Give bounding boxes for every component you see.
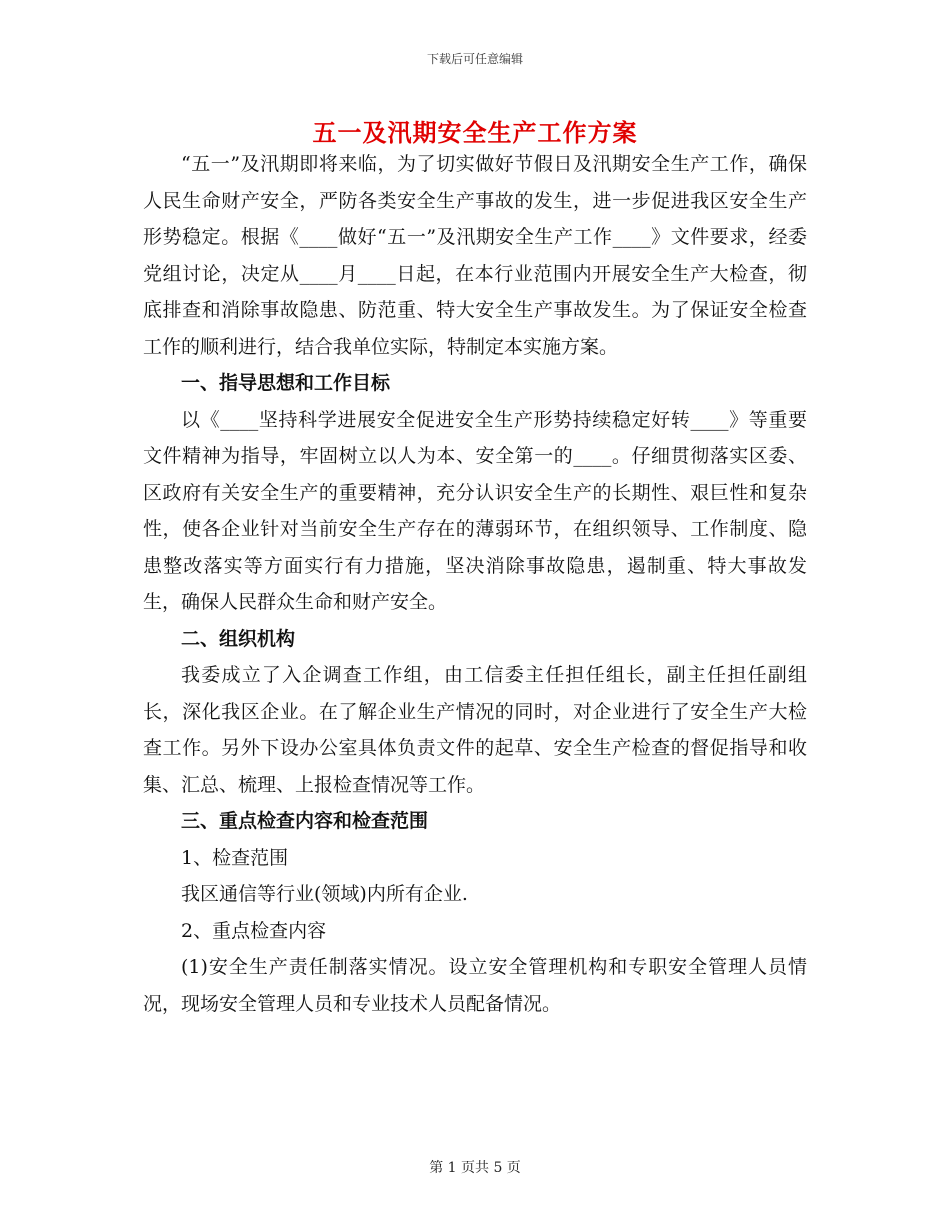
section-heading-1: 一、指导思想和工作目标 (181, 372, 391, 394)
page-footer: 第 1 页共 5 页 (429, 1160, 521, 1176)
section-1-paragraph: 以《____坚持科学进展安全促进安全生产形势持续稳定好转____》等重要文件精神为指导，牢固树立以人为本、安全第一的____。仔细贯彻落实区委、区政府有关安全生产的重要精神，充分认识安全生产的长期性、艰巨性和复杂性，使各企业针对当前安全生产存在的薄弱环节，在组织领导、工作制度、隐患整改落实等方面实行有力措施，坚决消除事故隐患，遏制重、特大事故发生，确保人民群众生命和财产安全。 (143, 408, 807, 613)
section-heading-3: 三、重点检查内容和检查范围 (181, 810, 429, 832)
subsection-1-paragraph: 我区通信等行业(领域)内所有企业. (181, 883, 468, 905)
header-note: 下载后可任意编辑 (426, 52, 523, 66)
document-body (143, 146, 807, 1022)
section-2-paragraph: 我委成立了入企调查工作组，由工信委主任担任组长，副主任担任副组长，深化我区企业。在了解企业生产情况的同时，对企业进行了安全生产大检查工作。另外下设办公室具体负责文件的起草、安全生产检查的督促指导和收集、汇总、梳理、上报检查情况等工作。 (143, 664, 807, 796)
subsection-2-paragraph: (1)安全生产责任制落实情况。设立安全管理机构和专职安全管理人员情况，现场安全管理人员和专业技术人员配备情况。 (143, 956, 807, 1015)
subsection-2-label: 2、重点检查内容 (181, 919, 327, 942)
section-heading-2: 二、组织机构 (181, 627, 296, 650)
intro-paragraph: “五一”及汛期即将来临，为了切实做好节假日及汛期安全生产工作，确保人民生命财产安全，严防各类安全生产事故的发生，进一步促进我区安全生产形势稳定。根据《____做好“五一”及汛期安全生产工作____》文件要求，经委党组讨论，决定从____月____日起，在本行业范围内开展安全生产大检查，彻底排查和消除事故隐患、防范重、特大安全生产事故发生。为了保证安全检查工作的顺利进行，结合我单位实际，特制定本实施方案。 (143, 153, 807, 358)
document-title: 五一及汛期安全生产工作方案 (312, 118, 638, 147)
subsection-1-label: 1、检查范围 (181, 846, 289, 869)
